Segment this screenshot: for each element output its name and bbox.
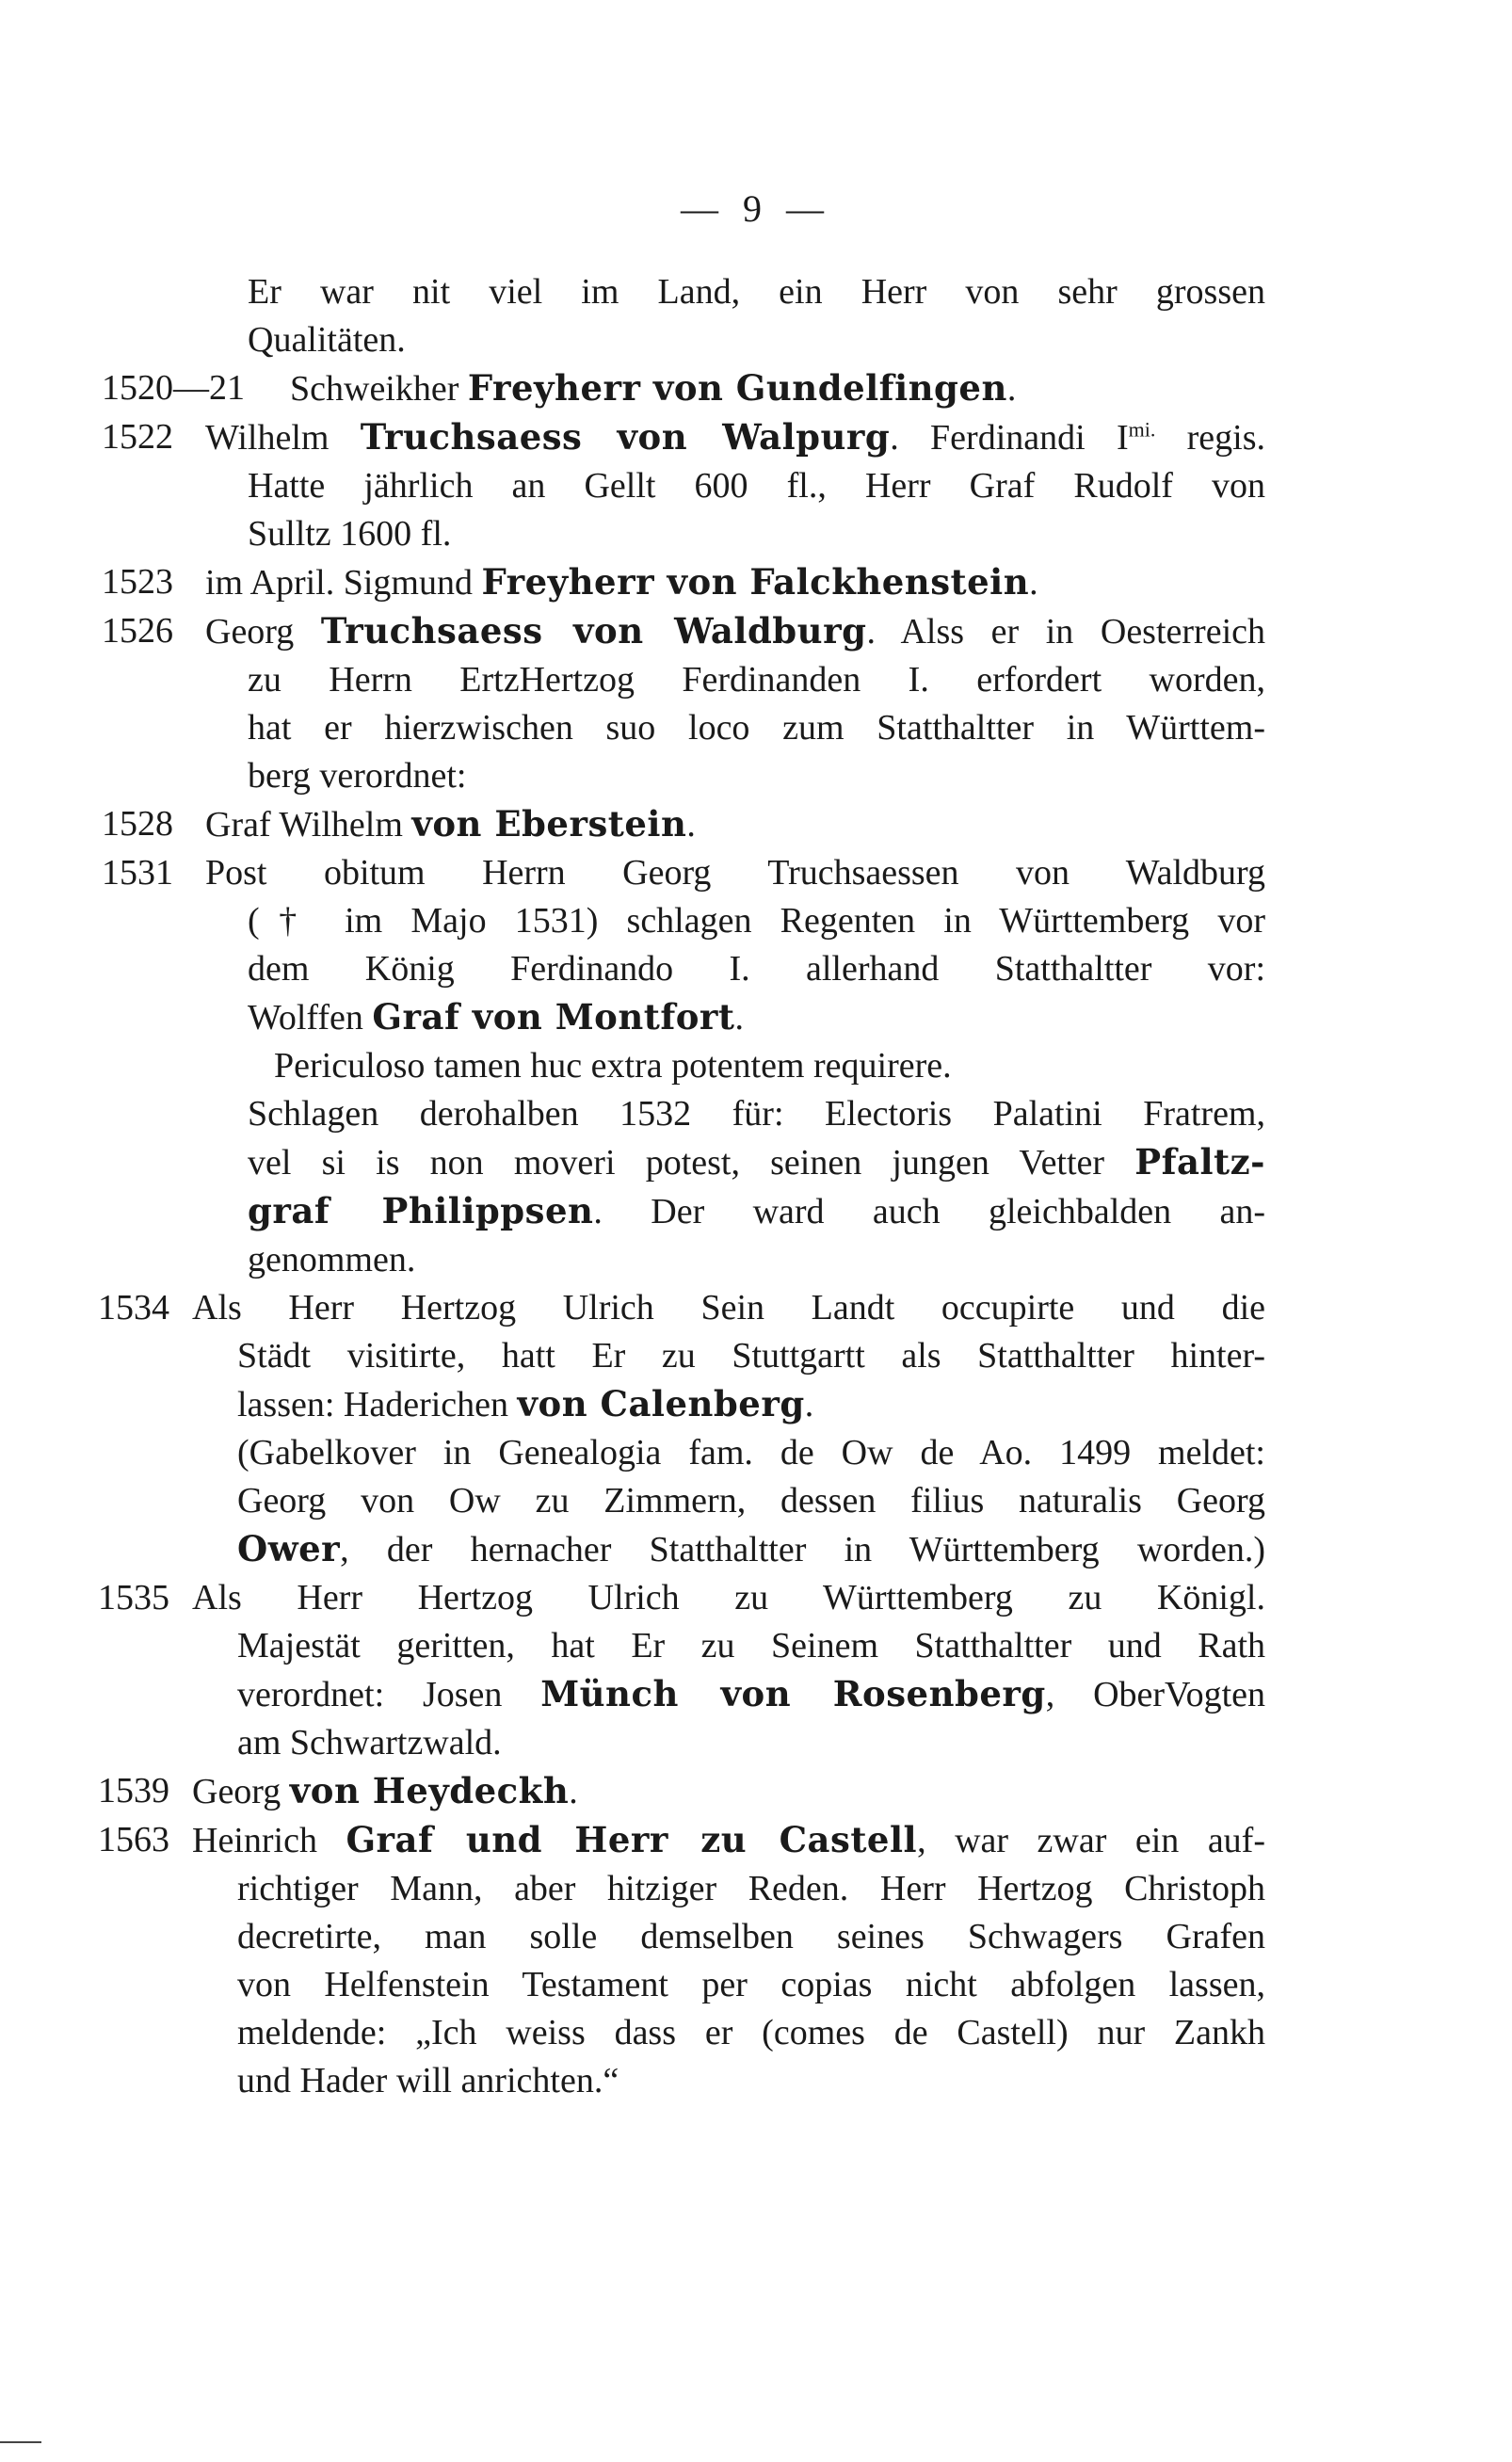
entry-1531-continuation (102, 897, 1265, 1042)
entry-line: zu Herrn ErtzHertzog Ferdinanden I. erfordert worden, (248, 660, 1265, 700)
entry-year: 1522 (102, 417, 173, 457)
entry-line (205, 413, 1265, 462)
intro-paragraph (102, 268, 1265, 364)
entry-line: (Gabelkover in Genealogia fam. de Ow de Ao. 1499 meldet: (237, 1433, 1265, 1472)
entry-line: berg verordnet: (248, 756, 467, 796)
entry-line: Hatte jährlich an Gellt 600 fl., Herr Graf Rudolf von (248, 466, 1265, 506)
entry-text: . (1006, 369, 1017, 409)
person-name: Pfaltz- (1134, 1141, 1265, 1183)
person-name: Graf und Herr zu Castell (346, 1819, 918, 1860)
entry-line: Majestät geritten, hat Er zu Seinem Statthaltter und Rath (237, 1626, 1265, 1665)
entry-text: verordnet: Josen (237, 1675, 541, 1714)
entry-1539 (98, 1767, 1265, 1816)
intro-line: Qualitäten. (248, 320, 406, 360)
entry-year: 1534 (98, 1288, 169, 1328)
entry-line: Periculoso tamen huc extra potentem requirere. (274, 1046, 952, 1086)
entry-text: , war zwar ein auf- (917, 1821, 1265, 1860)
entry-text: im April. Sigmund (205, 563, 482, 603)
entry-text: Georg (192, 1772, 290, 1811)
entry-text: , OberVogten (1045, 1675, 1265, 1714)
person-name: von Heydeckh (289, 1770, 570, 1811)
periculoso-paragraph (102, 1042, 1265, 1090)
entry-1526-continuation (102, 656, 1265, 800)
entry-1522-continuation (102, 462, 1265, 558)
intro-line: Er war nit viel im Land, ein Herr von sehr grossen (248, 272, 1265, 312)
entry-line: meldende: „Ich weiss dass er (comes de Castell) nur Zankh (237, 2013, 1265, 2052)
superscript: mi. (1128, 417, 1156, 442)
entry-year: 1563 (98, 1820, 169, 1859)
entry-year: 1520—21 (102, 368, 245, 408)
entry-line (205, 607, 1265, 656)
entry-year: 1531 (102, 853, 173, 893)
entry-text: Wilhelm (205, 418, 361, 458)
entry-line: und Hader will anrichten.“ (237, 2061, 619, 2100)
page-body (98, 268, 1265, 2105)
entry-line (248, 1187, 1265, 1236)
entry-text: . (804, 1385, 814, 1424)
entry-text: . (734, 998, 745, 1038)
entry-line (237, 1670, 1265, 1719)
entry-year: 1528 (102, 804, 173, 844)
entry-1528 (102, 800, 1265, 849)
entry-line: dem König Ferdinando I. allerhand Statthaltter vor: (248, 949, 1265, 989)
entry-text: regis. (1155, 418, 1265, 458)
entry-text: Graf Wilhelm (205, 805, 412, 845)
entry-1531 (102, 849, 1265, 897)
entry-text: . Ferdinandi I (890, 418, 1129, 458)
entry-1535 (98, 1574, 1265, 1622)
entry-line: hat er hierzwischen suo loco zum Statthaltter in Württem- (248, 708, 1265, 748)
entry-line (248, 1138, 1265, 1187)
entry-line: decretirte, man solle demselben seines Schwagers Grafen (237, 1917, 1265, 1956)
entry-line: Städt visitirte, hatt Er zu Stuttgartt als Statthaltter hinter- (237, 1336, 1265, 1376)
entry-1526 (102, 607, 1265, 656)
entry-1535-continuation (102, 1622, 1265, 1767)
entry-text: , der hernacher Statthaltter in Württemberg worden.) (340, 1530, 1265, 1569)
entry-line (290, 364, 1265, 413)
entry-text: Heinrich (192, 1821, 346, 1860)
entry-1563 (98, 1816, 1265, 1865)
entry-1563-continuation (102, 1865, 1265, 2105)
person-name: Freyherr von Gundelfingen (467, 367, 1007, 409)
entry-text: Schweikher (290, 369, 468, 409)
person-name: Ower (237, 1528, 341, 1569)
entry-1534 (98, 1284, 1265, 1332)
entry-year: 1526 (102, 611, 173, 651)
entry-1534-continuation (102, 1332, 1265, 1429)
entry-1523 (102, 558, 1265, 607)
entry-line: Sulltz 1600 fl. (248, 514, 452, 554)
entry-line: richtiger Mann, aber hitziger Reden. Herr Hertzog Christoph (237, 1869, 1265, 1908)
person-name: Münch von Rosenberg (540, 1673, 1046, 1714)
gabelkover-paragraph (102, 1429, 1265, 1574)
entry-line: Als Herr Hertzog Ulrich zu Württemberg zu Königl. (192, 1578, 1265, 1617)
page-edge-rule (0, 2441, 41, 2443)
entry-line (192, 1767, 1265, 1816)
entry-text: Georg (205, 612, 321, 652)
entry-line: genommen. (248, 1240, 416, 1279)
person-name: Truchsaess von Walpurg (360, 416, 891, 458)
entry-text: lassen: Haderichen (237, 1385, 518, 1424)
entry-text: . (1029, 563, 1038, 603)
entry-1520 (102, 364, 1265, 413)
entry-line: Georg von Ow zu Zimmern, dessen filius naturalis Georg (237, 1481, 1265, 1521)
entry-year: 1535 (98, 1578, 169, 1617)
entry-line: am Schwartzwald. (237, 1723, 502, 1762)
entry-text: Wolffen (248, 998, 373, 1038)
person-name: von Calenberg (517, 1383, 805, 1424)
entry-text: . Alss er in Oesterreich (866, 612, 1265, 652)
person-name: graf Philippsen (248, 1190, 594, 1231)
entry-line (248, 993, 1265, 1042)
schlagen-paragraph (102, 1090, 1265, 1284)
person-name: von Eberstein (411, 803, 687, 845)
entry-text: . (569, 1772, 578, 1811)
entry-1522 (102, 413, 1265, 462)
entry-line: Als Herr Hertzog Ulrich Sein Landt occupirte und die (192, 1288, 1265, 1328)
entry-line (192, 1816, 1265, 1865)
entry-line (237, 1380, 1265, 1429)
person-name: Freyherr von Falckhenstein (481, 561, 1030, 603)
entry-line: Post obitum Herrn Georg Truchsaessen von Waldburg (205, 853, 1265, 893)
entry-text: . Der ward auch gleichbalden an- (593, 1192, 1265, 1231)
entry-line (205, 558, 1265, 607)
entry-line: († im Majo 1531) schlagen Regenten in Württemberg vor (248, 901, 1265, 941)
entry-text: vel si is non moveri potest, seinen jungen Vetter (248, 1143, 1135, 1183)
entry-line: Schlagen derohalben 1532 für: Electoris Palatini Fratrem, (248, 1094, 1265, 1134)
entry-line (205, 800, 1265, 849)
entry-line (237, 1525, 1265, 1574)
page-number: — 9 — (681, 187, 831, 230)
entry-line: von Helfenstein Testament per copias nicht abfolgen lassen, (237, 1965, 1265, 2004)
person-name: Graf von Montfort (372, 996, 735, 1038)
entry-year: 1523 (102, 562, 173, 602)
entry-year: 1539 (98, 1771, 169, 1810)
entry-text: . (686, 805, 696, 845)
person-name: Truchsaess von Waldburg (320, 610, 867, 652)
